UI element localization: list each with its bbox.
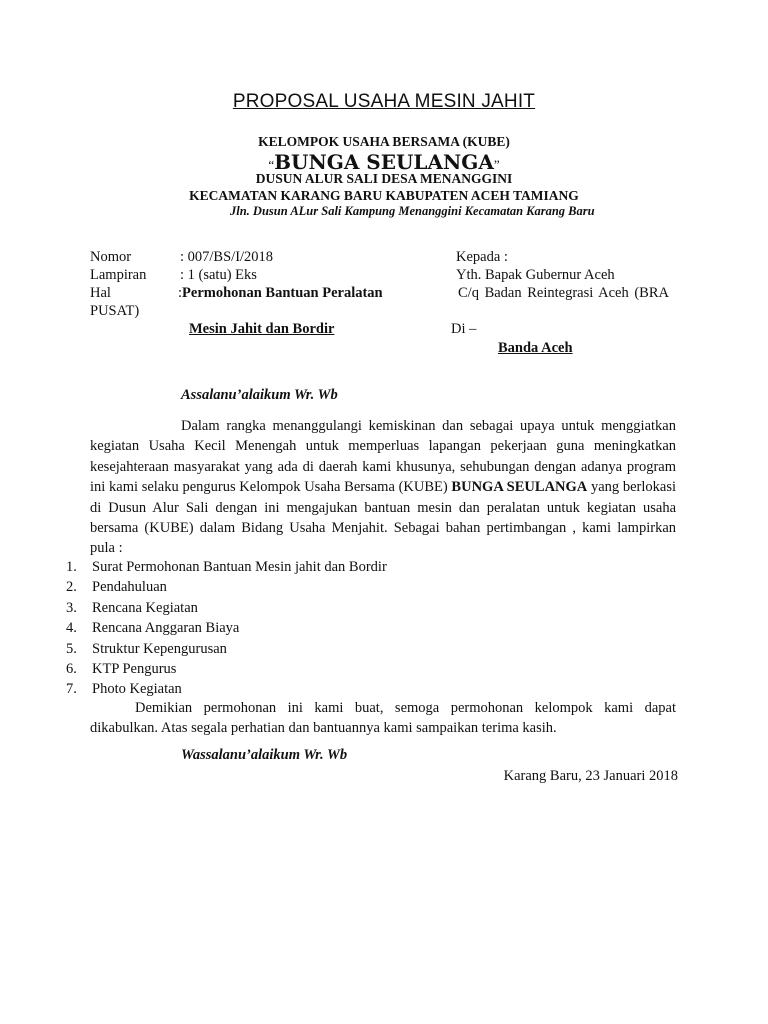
paragraph-closing: Demikian permohonan ini kami buat, semoga permohonan kelompok kami dapat dikabulkan. Atas segala perhatian dan bantuannya kami sampaikan terima kasih. (90, 700, 676, 737)
closing-greeting: Wassalanu’alaikum Wr. Wb (181, 747, 348, 763)
nomor-value: : 007/BS/I/2018 (180, 249, 274, 265)
hal-value-line2: Mesin Jahit dan Bordir (189, 321, 335, 337)
recipient-cq-continued: PUSAT) (90, 303, 140, 319)
kepada-label: Kepada : (456, 249, 508, 265)
hal-label: Hal (90, 285, 111, 301)
nomor-label: Nomor (90, 249, 132, 265)
list-item: 3. Rencana Kegiatan (66, 599, 198, 616)
place-date: Karang Baru, 23 Januari 2018 (503, 768, 678, 784)
document-title: PROPOSAL USAHA MESIN JAHIT (232, 91, 536, 112)
org-line-dusun: DUSUN ALUR SALI DESA MENANGGINI (255, 171, 513, 186)
hal-value (178, 285, 383, 302)
org-name-text: BUNGA SEULANGA (274, 150, 494, 174)
hal-value-line1: Permohonan Bantuan Peralatan (182, 285, 383, 301)
list-item: 1. Surat Permohonan Bantuan Mesin jahit dan Bordir (66, 559, 387, 575)
recipient-city: Banda Aceh (498, 340, 573, 356)
list-item: 4. Rencana Anggaran Biaya (66, 620, 240, 637)
di-label: Di – (451, 321, 477, 337)
hal-colon: : (178, 285, 183, 301)
paragraph-opening (90, 416, 676, 559)
list-item: 7. Photo Kegiatan (66, 681, 182, 698)
paragraph-opening-part1: Dalam rangka menanggulangi kemiskinan dan sebagai upaya untuk menggiatkan kegiatan Usaha Kecil Menengah untuk memperluas lapangan pekerjaan guna meningkatkan kesejahteraan masyarakat yang ada di daerah kami khusunya, sehubungan dengan adanya program ini kami selaku pengurus Kelompok Usaha Bersama (KUBE) (90, 418, 676, 496)
list-item: 6. KTP Pengurus (66, 660, 177, 677)
org-line-kube: KELOMPOK USAHA BERSAMA (KUBE) (258, 134, 510, 149)
org-line-kecamatan: KECAMATAN KARANG BARU KABUPATEN ACEH TAMIANG (189, 188, 579, 203)
org-address: Jln. Dusun ALur Sali Kampung Menanggini Kecamatan Karang Baru (230, 204, 595, 218)
greeting: Assalanu’alaikum Wr. Wb (181, 387, 338, 403)
list-item: 2. Pendahuluan (66, 579, 167, 596)
close-quote: ” (493, 157, 500, 172)
recipient-cq: C/q Badan Reintegrasi Aceh (BRA (458, 285, 669, 301)
list-item: 5. Struktur Kepengurusan (66, 640, 227, 657)
lampiran-value: : 1 (satu) Eks (180, 267, 257, 283)
paragraph-opening-org-name: BUNGA SEULANGA (451, 479, 588, 496)
open-quote: “ (268, 157, 275, 172)
recipient-yth: Yth. Bapak Gubernur Aceh (456, 267, 615, 283)
paragraph-opening-part2: yang berlokasi di Dusun Alur Sali dengan ini mengajukan bantuan mesin dan peralatan untuk kegiatan usaha bersama (KUBE) dalam Bidang Usaha Menjahit. Sebagai bahan pertimbangan , kami lampirkan pula : (90, 479, 677, 557)
attachment-list (66, 557, 387, 700)
lampiran-label: Lampiran (90, 267, 147, 283)
